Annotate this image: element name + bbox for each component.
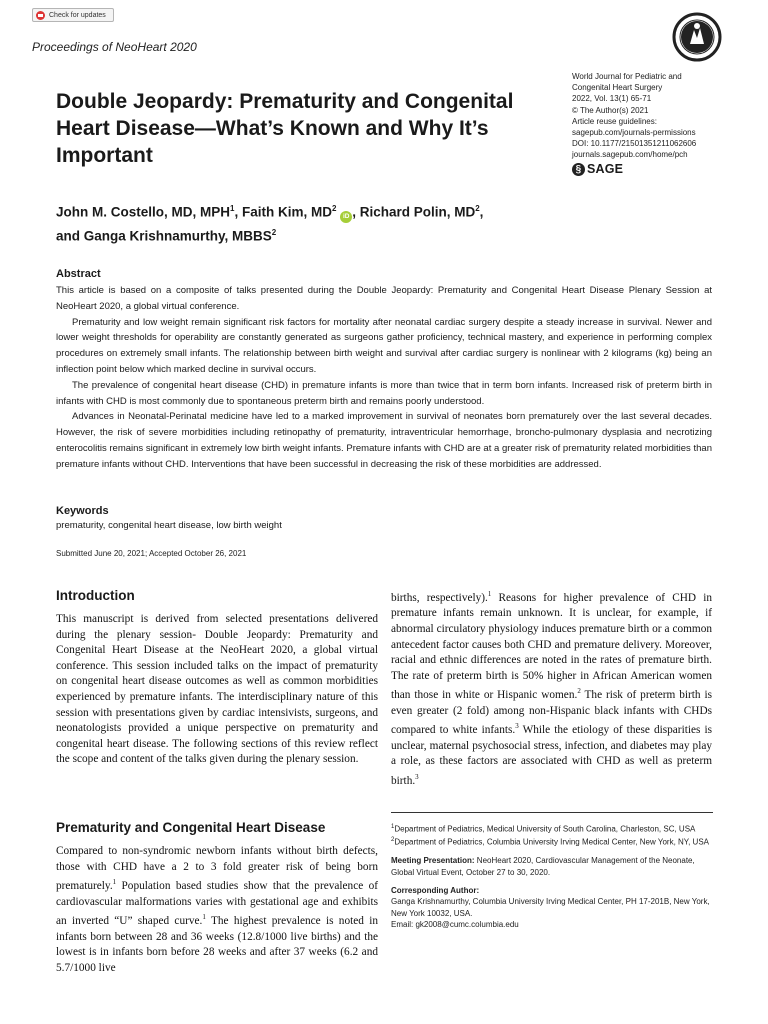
introduction-text: This manuscript is derived from selected presentations delivered during the plenary session- Double Jeopardy: Prematurity and Congenital Heart Disease at the NeoHeart 2020, a global virtual conference. This session included talks on the impact of prematurity on congenital heart disease outcomes as well as common morbidities experienced by premature infants. The interdisciplinary nature of this session with presentations given by cardiac intensivists, surgeons, and neonatologists provided a unique perspective on prematurity and congenital heart disease. The following sections of this review reflect the scope and content of the talks given during the plenary session. [56,613,378,766]
abstract-paragraph: This article is based on a composite of talks presented during the Double Jeopardy: Prematurity and Congenital Heart Disease Plenary Session at NeoHeart 2020, a global virtual conference. [56,285,712,312]
author-list: John M. Costello, MD, MPH$^1$, Faith Kim, $MD^2$ iD , Richard Polin, $MD^2$, and Ganga Krishnamurthy, MBBS$^2$ [56,204,484,243]
abstract-body [56,283,712,473]
introduction-heading: Introduction [56,588,135,603]
footnotes [391,822,713,931]
citation-ref[interactable]: 3 [515,722,519,731]
affiliation-marker: 2 [475,204,480,213]
corresponding-heading: Corresponding Author: [391,885,480,895]
citation-ref[interactable]: 2 [577,687,581,696]
affiliation-marker: 1 [391,824,395,830]
publisher-name: SAGE [587,162,624,176]
abstract-heading: Abstract [56,268,101,280]
meeting-text: NeoHeart 2020, Cardiovascular Management of the Neonate, Global Virtual Event, October 27 to 30, 2020. [391,856,695,877]
permissions-link[interactable]: sagepub.com/journals-permissions [572,128,696,138]
journal-info-line: 2022, Vol. 13(1) 65-71 [572,94,652,104]
doi-link[interactable]: DOI: 10.1177/21501351211062606 [572,139,697,149]
journal-seal-icon [672,12,722,62]
meeting-label: Meeting Presentation: [391,856,475,866]
citation-ref[interactable]: 1 [112,878,117,887]
keywords-heading: Keywords [56,505,109,517]
author-name: Richard Polin, MD [359,204,476,220]
journal-info [572,71,742,161]
text-run: While the etiology of these disparities is unclear, maternal psychosocial stress, infection, and diabetes may play a role, as these factors are associated with CHD as well as preterm birth. [391,724,712,787]
text-run: Population based studies show that the prevalence of cardiovascular malformations varies with gestational age and exhibits an inverted “U” shaped curve. [56,879,378,927]
submission-dates: Submitted June 20, 2021; Accepted October 26, 2021 [56,549,247,558]
article-title: Double Jeopardy: Prematurity and Congenital Heart Disease—What’s Known and Why It’s Important [56,90,514,167]
text-run: The highest prevalence is noted in infants born between 28 and 36 weeks (12.8/1000 live births) and the lowest is in infants born before 28 weeks and after 37 weeks (6.2 and 5.7/1000 live [56,914,378,974]
corresponding-email[interactable]: Email: gk2008@cumc.columbia.edu [391,920,519,930]
affiliation-marker: 2 [331,204,337,213]
corresponding-address: Ganga Krishnamurthy, Columbia University Irving Medical Center, PH 17-201B, New York, New York 10032, USA. [391,897,710,918]
affiliation-text: Department of Pediatrics, Medical University of South Carolina, Charleston, SC, USA [394,824,696,834]
check-for-updates-label: Check for updates [49,11,106,19]
text-run: Compared to non-syndromic newborn infants without birth defects, those with CHD have a 2 to 3 fold greater risk of being born prematurely. [56,845,378,892]
affiliation-marker: 2 [271,227,277,237]
journal-info-line: World Journal for Pediatric and [572,72,682,81]
corresponding-label [391,885,713,896]
affiliation-marker: 2 [391,837,395,844]
affiliation-marker: 1 [230,204,235,213]
orcid-icon[interactable]: iD [340,211,352,223]
journal-info-line: © The Author(s) 2021 [572,105,649,115]
keywords-list: prematurity, congenital heart disease, low birth weight [56,520,282,531]
prematurity-heading: Prematurity and Congenital Heart Disease [56,820,326,835]
affiliation-footnote [391,835,713,848]
right-column-text [391,587,712,789]
author-name: and Ganga Krishnamurthy, MBBS [56,228,272,243]
journal-info-line: Congenital Heart Surgery [572,83,663,93]
abstract-paragraph: Prematurity and low weight remain significant risk factors for mortality after neonatal cardiac surgery despite a steady increase in survival. Newer and lower weight thresholds for operability are constantly generated as surgeons gather proficiency, technical mastery, and experience in performing complex procedures on extremely small infants. The relationship between birth weight and survival after cardiac surgery is nonlinear with 2 kilograms (kg) being an inflection point below which marked decline in survival occurs. [56,316,712,375]
footnote-divider [391,812,713,813]
sage-icon: § [572,163,585,176]
text-run: The risk of preterm birth is even greater (2 fold) among non-Hispanic black infants with CHDs compared to white infants. [391,689,712,737]
check-for-updates-badge[interactable] [32,8,114,22]
affiliation-footnote [391,822,713,835]
text-run: Reasons for higher prevalence of CHD in premature infants remain unknown. It is unclear, for example, if abnormal circulatory physiology induces premature birth or a common antecedent factor causes both CHD and premature delivery. Moreover, racial and ethnic differences are noted in the rates of premature birth. The rate of preterm birth is 50% higher in African American women than those in white or Hispanic women. [391,591,712,702]
abstract-paragraph: The prevalence of congenital heart disease (CHD) in premature infants is more than twice that in term born infants. Increased risk of preterm birth in infants with CHD is most commonly due to spontaneous preterm birth and remains poorly understood. [56,379,712,407]
update-icon [36,11,45,20]
abstract-paragraph: Advances in Neonatal-Perinatal medicine have led to a marked improvement in survival of neonates born prematurely over the last several decades. However, the risk of severe morbidities including retinopathy of prematurity, intraventricular hemorrhage, broncho-pulmonary dysplasia and necrotizing enterocolitis remains significant in extremely low birth weight infants. Premature infants with CHD are at a greater risk of prematurity related morbidities than premature infants without CHD. Interventions that have been successful in decreasing the risk of these morbidities are addressed. [56,411,712,470]
meeting-footnote [391,855,713,878]
publisher-logo [572,162,623,176]
proceedings-label: Proceedings of NeoHeart 2020 [32,40,197,54]
author-name: John M. Costello, MD, MPH [56,204,230,220]
prematurity-text [56,844,378,976]
citation-ref[interactable]: 3 [415,772,419,781]
author-name: Faith Kim, MD [241,204,332,220]
citation-ref[interactable]: 1 [202,913,206,922]
citation-ref[interactable]: 1 [487,590,492,598]
text-run: births, respectively). [391,591,488,604]
journal-home-link[interactable]: journals.sagepub.com/home/pch [572,150,688,160]
journal-info-line: Article reuse guidelines: [572,116,657,126]
affiliation-text: Department of Pediatrics, Columbia University Irving Medical Center, New York, NY, USA [394,837,709,847]
